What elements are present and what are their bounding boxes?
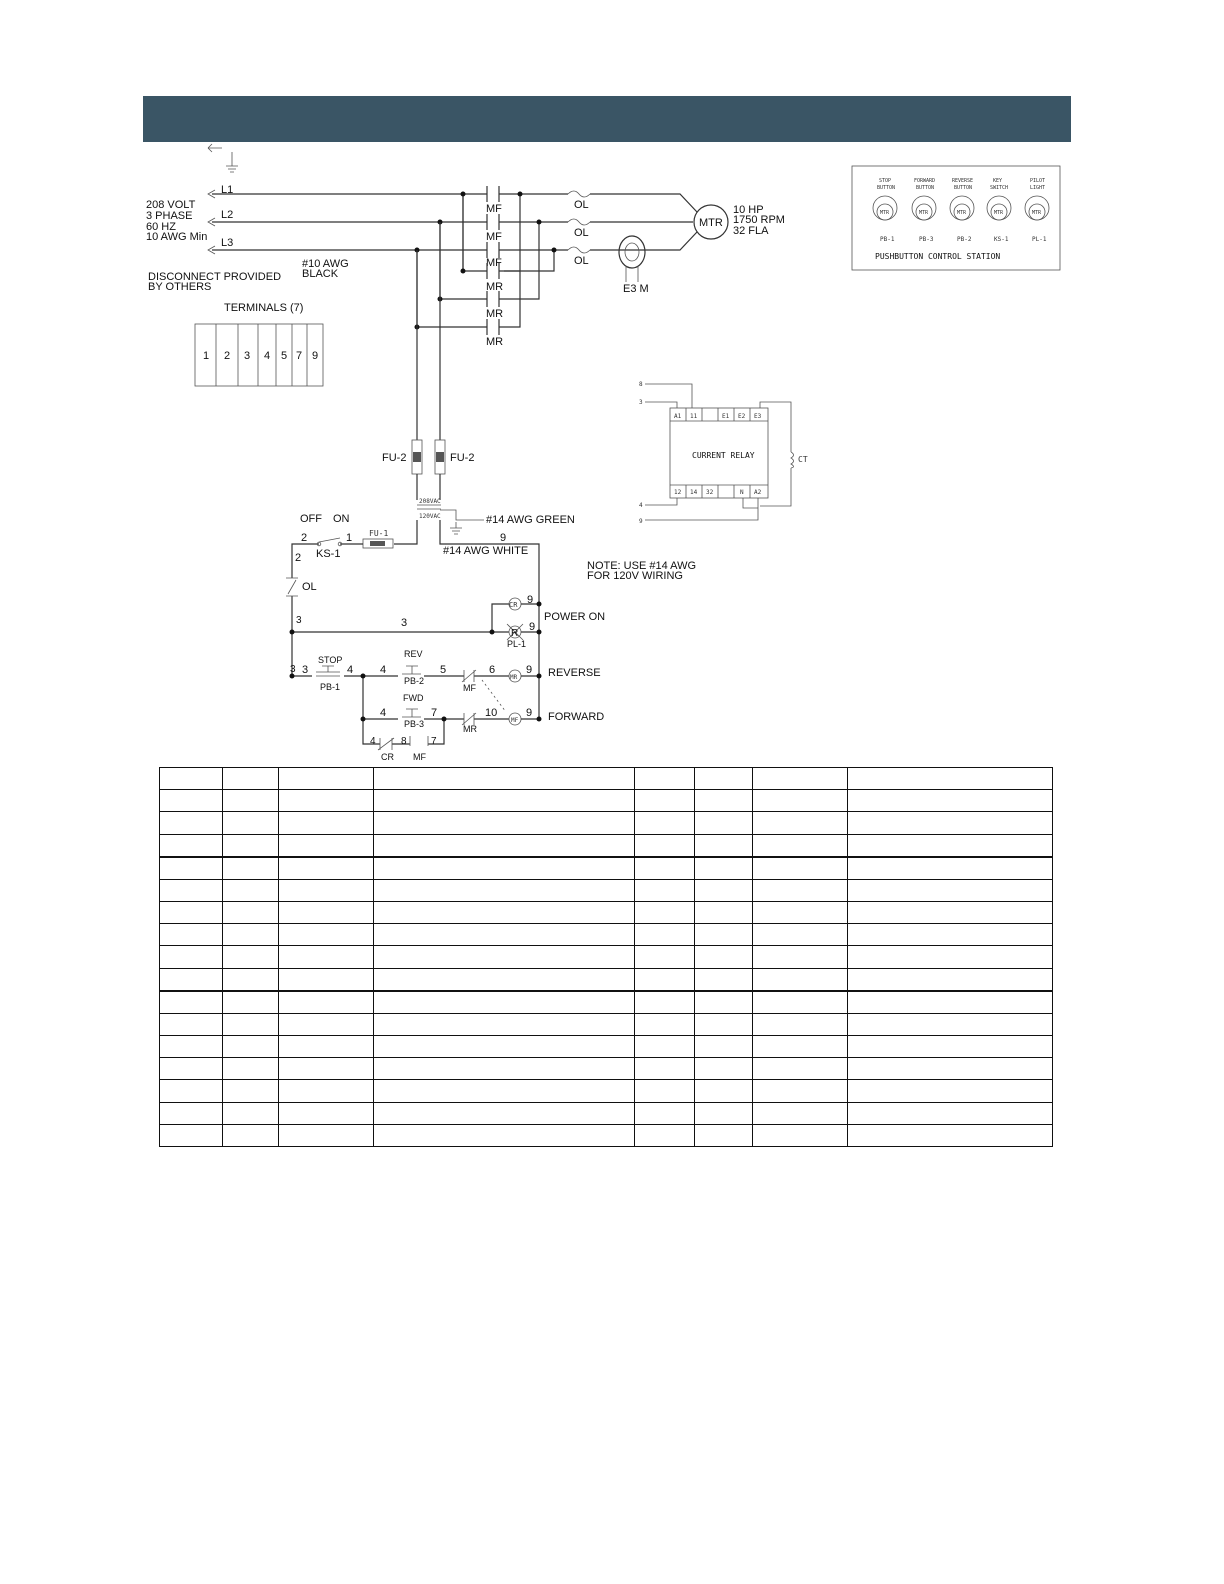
- table-row: [160, 902, 1053, 924]
- interlock-mf: MF: [463, 683, 476, 693]
- wire-num-7: 7: [431, 707, 438, 719]
- station-reverse-name-1: REVERSE: [952, 178, 974, 184]
- forward-contactor-contacts: [487, 186, 499, 258]
- ol-heater-1: OL: [574, 199, 589, 211]
- wire-num-7b: 7: [431, 736, 437, 747]
- key-switch-off: OFF: [300, 513, 322, 525]
- table-row: [160, 790, 1053, 812]
- power-on-label: POWER ON: [544, 611, 606, 623]
- table-row: [160, 768, 1053, 790]
- wiring-note-line1: NOTE: USE #14 AWG: [587, 560, 697, 572]
- current-transformer-ring: [619, 236, 645, 282]
- mr-contact-1: MR: [486, 281, 504, 293]
- line-label-l2: L2: [221, 209, 234, 221]
- mr-contact-3: MR: [486, 336, 504, 348]
- motor-spec-hp: 10 HP: [733, 204, 764, 216]
- cr-coil: CR: [509, 601, 518, 609]
- relay-top-e2: E2: [738, 413, 746, 420]
- station-reverse-tag: PB-2: [957, 236, 972, 243]
- wire-num-10: 10: [485, 707, 498, 719]
- station-device-buttons: [873, 196, 1049, 220]
- station-key-face: MTR: [994, 210, 1004, 216]
- relay-bottom-14: 14: [690, 489, 698, 496]
- transformer-secondary: 120VAC: [419, 513, 441, 520]
- wire-num-4d: 4: [370, 736, 376, 747]
- terminal-4: 4: [264, 350, 271, 362]
- table-row: [160, 991, 1053, 1014]
- wire-num-3c: 3: [290, 664, 296, 675]
- fuse-fu2-right: FU-2: [450, 452, 475, 464]
- ground-connection: [440, 510, 484, 534]
- ground-wire-label: #14 AWG GREEN: [486, 514, 575, 526]
- station-key-name-2: SWITCH: [990, 185, 1009, 191]
- seal-mf: MF: [413, 752, 426, 762]
- station-pilot-name-1: PILOT: [1030, 178, 1046, 184]
- wire-num-5: 5: [440, 664, 447, 676]
- interlock-mr: MR: [463, 724, 477, 734]
- table-row: [160, 1124, 1053, 1146]
- fwd-label: FWD: [403, 693, 424, 703]
- table-row: [160, 1102, 1053, 1124]
- control-overload: OL: [302, 581, 317, 593]
- table-row: [160, 1013, 1053, 1035]
- table-row: [160, 812, 1053, 834]
- wire-num-1: 1: [346, 532, 353, 544]
- fwd-tag: PB-3: [404, 719, 425, 729]
- relay-ct-label: CT: [798, 455, 808, 464]
- supply-spec-phase: 3 PHASE: [146, 210, 193, 222]
- station-stop-name-2: BUTTON: [877, 185, 896, 191]
- wire-num-9b: 9: [527, 594, 534, 606]
- rev-tag: PB-2: [404, 676, 425, 686]
- station-pilot-face: MTR: [1032, 210, 1042, 216]
- table-row: [160, 1036, 1053, 1058]
- mf-contact-1: MF: [486, 203, 502, 215]
- wire-num-2b: 2: [295, 552, 302, 564]
- rev-label: REV: [404, 649, 423, 659]
- supply-spec-wire: 10 AWG Min: [146, 231, 208, 243]
- wire-num-4c: 4: [380, 707, 387, 719]
- ol-heater-2: OL: [574, 227, 589, 239]
- terminal-9: 9: [312, 350, 319, 362]
- station-forward-face: MTR: [919, 210, 929, 216]
- wire-num-9d: 9: [526, 664, 533, 676]
- relay-top-e1: E1: [722, 413, 730, 420]
- station-title: PUSHBUTTON CONTROL STATION: [875, 252, 1001, 261]
- relay-top-e3: E3: [754, 413, 762, 420]
- fuse-fu1: FU-1: [369, 529, 389, 538]
- relay-bottom-a2: A2: [754, 489, 762, 496]
- wire-num-4b: 4: [380, 664, 387, 676]
- mf-contact-3: MF: [486, 257, 502, 269]
- supply-spec-frequency: 60 HZ: [146, 221, 176, 233]
- pilot-light-symbol: R: [511, 628, 519, 639]
- wire-num-3a: 3: [296, 615, 302, 626]
- mf-contact-2: MF: [486, 231, 502, 243]
- station-reverse-name-2: BUTTON: [954, 185, 973, 191]
- key-switch-on: ON: [333, 513, 350, 525]
- feed-wire-color: BLACK: [302, 268, 339, 280]
- relay-bottom-n: N: [740, 489, 744, 496]
- relay-top-11: 11: [690, 413, 698, 420]
- transformer-primary: 208VAC: [419, 498, 441, 505]
- wire-num-2a: 2: [301, 532, 308, 544]
- relay-wire-4: 4: [639, 502, 643, 509]
- motor-spec-rpm: 1750 RPM: [733, 214, 785, 226]
- relay-bottom-32: 32: [706, 489, 714, 496]
- wire-num-9a: 9: [500, 532, 507, 544]
- relay-title: CURRENT RELAY: [692, 451, 755, 460]
- wire-num-9c: 9: [529, 621, 536, 633]
- ol-heater-3: OL: [574, 255, 589, 267]
- station-stop-face: MTR: [880, 210, 890, 216]
- neutral-wire-label: #14 AWG WHITE: [443, 545, 529, 557]
- mr-contact-2: MR: [486, 308, 504, 320]
- station-pilot-tag: PL-1: [1032, 236, 1047, 243]
- feed-wire-size: #10 AWG: [302, 258, 349, 270]
- wire-num-6: 6: [489, 664, 496, 676]
- terminal-strip: [195, 324, 323, 386]
- table-row: [160, 968, 1053, 991]
- station-pilot-name-2: LIGHT: [1030, 185, 1046, 191]
- motor-label: MTR: [699, 217, 723, 229]
- station-forward-tag: PB-3: [919, 236, 934, 243]
- pilot-light-tag: PL-1: [507, 639, 527, 649]
- supply-spec-voltage: 208 VOLT: [146, 199, 196, 211]
- reverse-label: REVERSE: [548, 667, 601, 679]
- terminal-7: 7: [296, 350, 303, 362]
- station-key-tag: KS-1: [994, 236, 1009, 243]
- table-row: [160, 1058, 1053, 1080]
- stop-tag: PB-1: [320, 682, 341, 692]
- stop-label: STOP: [318, 655, 343, 665]
- station-key-name-1: KEY: [993, 178, 1003, 184]
- parts-table: [159, 767, 1053, 1147]
- table-row: [160, 879, 1053, 901]
- fuse-fu2-left: FU-2: [382, 452, 407, 464]
- motor-spec-fla: 32 FLA: [733, 225, 769, 237]
- terminal-2: 2: [224, 350, 231, 362]
- mr-coil: MR: [510, 674, 518, 681]
- terminal-1: 1: [203, 350, 210, 362]
- table-row: [160, 924, 1053, 946]
- terminal-5: 5: [281, 350, 288, 362]
- station-forward-name-1: FORWARD: [914, 178, 936, 184]
- table-row: [160, 946, 1053, 968]
- station-forward-name-2: BUTTON: [916, 185, 935, 191]
- relay-top-a1: A1: [674, 413, 682, 420]
- wire-num-9e: 9: [526, 707, 533, 719]
- line-label-l3: L3: [221, 237, 234, 249]
- relay-wire-3: 3: [639, 399, 643, 406]
- control-transformer: [417, 505, 441, 509]
- terminal-3: 3: [244, 350, 251, 362]
- disconnect-note-line1: DISCONNECT PROVIDED: [148, 271, 282, 283]
- top-ground-symbol: [208, 144, 238, 172]
- wire-num-3d: 3: [302, 664, 309, 676]
- power-lines: [208, 190, 697, 254]
- key-switch-tag: KS-1: [316, 548, 341, 560]
- wiring-note-line2: FOR 120V WIRING: [587, 570, 683, 582]
- table-row: [160, 857, 1053, 880]
- station-stop-tag: PB-1: [880, 236, 895, 243]
- disconnect-note-line2: BY OTHERS: [148, 281, 212, 293]
- line-label-l1: L1: [221, 184, 234, 196]
- relay-wire-9: 9: [639, 518, 643, 525]
- relay-wire-8: 8: [639, 381, 643, 388]
- wire-num-3b: 3: [401, 617, 408, 629]
- mf-coil: MF: [511, 717, 519, 724]
- terminals-title: TERMINALS (7): [224, 302, 304, 314]
- forward-label: FORWARD: [548, 711, 605, 723]
- table-row: [160, 1080, 1053, 1102]
- station-stop-name-1: STOP: [879, 178, 892, 184]
- table-row: [160, 834, 1053, 857]
- station-reverse-face: MTR: [957, 210, 967, 216]
- seal-cr: CR: [381, 752, 394, 762]
- wire-num-8: 8: [401, 736, 407, 747]
- wire-num-4a: 4: [347, 664, 354, 676]
- ct-label: E3 M: [623, 283, 649, 295]
- fuse-feed-wires: [412, 222, 445, 500]
- relay-bottom-12: 12: [674, 489, 682, 496]
